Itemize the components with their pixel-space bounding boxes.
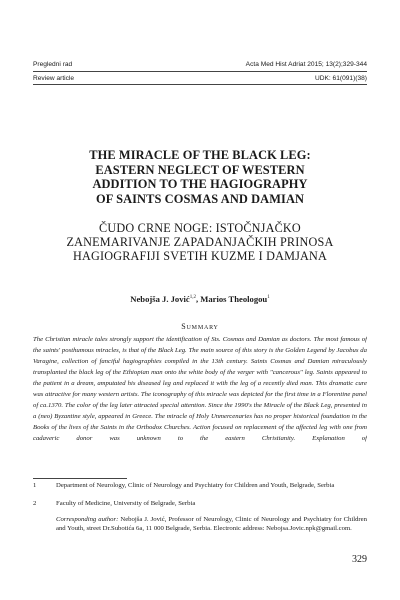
title-line: ZANEMARIVANJE ZAPADANJAČKIH PRINOSA [66,235,334,250]
footnote [33,482,367,491]
corresponding-author-label: Corresponding author: [56,516,119,523]
author-separator: , [195,294,201,304]
subheader-rule [33,84,367,85]
author-list [33,294,367,304]
author-name: Nebojša J. Jović [130,294,190,304]
article-title-serbian [36,221,364,264]
article-type-en: Review article [33,75,75,82]
title-line: EASTERN NEGLECT OF WESTERN [95,162,305,177]
header-rule [33,71,367,72]
abstract-text [33,335,367,477]
corresponding-author-details: Nebojša J. Jović, Professor of Neurology, Clinic of Neurology and Psychiatry for Children and Youth, street Dr.Subotića 6a, 11 000 Belgrade, Serbia. Electronic address: Nebojsa.Jovic.npk@gmail.com. [56,516,367,532]
title-line: ADDITION TO THE HAGIOGRAPHY [92,177,308,192]
abstract-paragraph: The Christian miracle tales strongly support the identification of Sts. Cosmas and Damian as doctors. The most famous of the saints' posthumous miracles, is that of the Black Leg. The main source of this story is the Golden Legend by Jacobus da Varagine, collection of fanciful hagiographies compiled in the 13th century. Saints Cosmas and Damian miraculously transplanted the black leg of the Ethiopian man onto the white body of the verger with "cancerous" leg. Saints appeared to the patient in a dream, amputated his diseased leg and replaced it with the leg of a recently died man. This dramatic cure was attractive for many western artists. The iconography of this miracle was depicted for the first time in a Florentine panel of ca.1370. The color of the leg later attracted special attention. Since the 1990's the Miracle of the Black Leg, presented in a (neo) Byzantine style, appeared in Greece. The miracle of Holy Unmercenaries has no proper historical foundation in the Books of the lives of the Saints in the Orthodox Churches. Action focused on replacement of the affected leg with one from cadaveric donor was unknown to the eastern Christianity. Explanation of [33,336,367,442]
journal-subheader-row [33,75,367,83]
article-title-english [40,148,360,206]
author-affiliation-ref: 1 [267,295,270,301]
corresponding-author [56,516,367,534]
title-line: HAGIOGRAFIJI SVETIH KUZME I DAMJANA [72,249,328,264]
footnote [33,500,367,509]
footnote-text: Department of Neurology, Clinic of Neurology and Psychiatry for Children and Youth, Belgrade, Serbia [56,482,335,489]
title-line: ČUDO CRNE NOGE: ISTOČNJAČKO [99,221,301,235]
footnote-number: 1 [33,482,37,489]
footnote-number: 2 [33,500,37,507]
udk-code: UDK: 61(091)(38) [314,75,367,82]
title-line: THE MIRACLE OF THE BLACK LEG: [89,148,311,162]
summary-heading: Summary [181,322,219,331]
journal-citation: Acta Med Hist Adriat 2015; 13(2);329-344 [245,61,367,68]
journal-header-row [33,61,367,69]
footnote-rule [33,478,127,479]
article-type-local: Pregledni rad [33,61,73,68]
author-name: Marios Theologou [200,294,268,304]
title-line: OF SAINTS COSMAS AND DAMIAN [95,191,305,206]
footnote-text: Faculty of Medicine, University of Belgrade, Serbia [56,500,196,507]
author-affiliation-ref: 1,2 [189,295,196,301]
page-number: 329 [352,554,367,565]
